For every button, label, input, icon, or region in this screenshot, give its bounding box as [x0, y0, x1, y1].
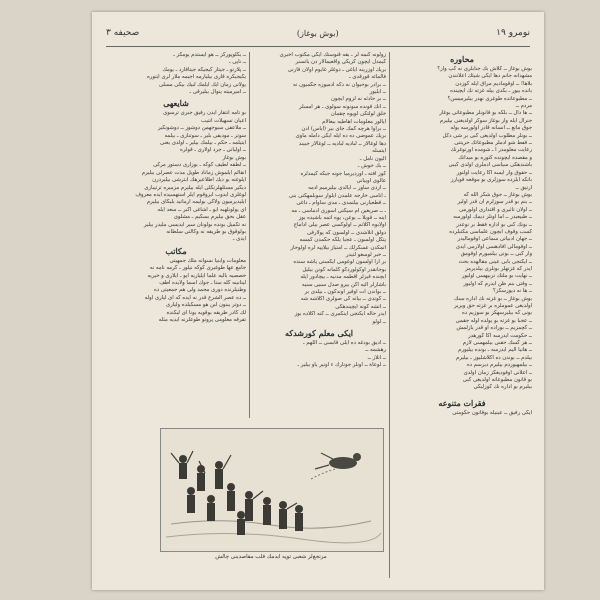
- text-line: ــ بنم بو قدر سوزلرم آن قدر اولیر: [457, 199, 532, 206]
- text-line: ــ ایكنجی بابی عینی مقالهده بحث: [458, 258, 532, 265]
- text-line: بیلیرم بو اداره نك كوزلیكی: [473, 384, 532, 391]
- text-line: اولابوه آكلاتم ــ اولوكسی عصر بیلی آداماج: [293, 222, 386, 229]
- text-line: بوجانقدر اوكولوردكو كلمانه كونن بیلیل: [302, 266, 386, 273]
- text-line: ــ لوعاة ــ اونلر جونارك ء اونیر یاو بیلیر ـ: [297, 362, 386, 369]
- text-line: ایدر حاله ایكنجی اینكمری ــ كنه آكلاده بوز: [294, 311, 386, 318]
- middle-text: [252, 52, 386, 326]
- text-line: رعایت معلومدر آ ـ شومده اورتوغرنك: [450, 147, 532, 154]
- text-line: فالمائه قورقدی ـ: [349, 74, 386, 81]
- text-line: ــ طبیعیدر ــ اما اونلر دیمك اولورسه: [453, 214, 532, 221]
- text-line: ــ انك قونده سونونه سولوی ـ هر امسلر: [299, 103, 386, 110]
- text-line: ــ قطعیارنی بیلنمدی ـ مدی ساوام ـ داغی: [296, 200, 386, 207]
- text-line: جامع عها طوغیری كوكه نیلور ـ كرمه نامه نه: [149, 265, 246, 272]
- text-line: لك كادر طریقه بوقویه یونا ای لیكنده: [166, 309, 246, 316]
- text-line: انقالم ایلموش زماناد طویل مدت عصرلی بیلیرم: [141, 169, 246, 176]
- text-line: بوش بوغاز ــ بو غزته نك اداره سنك: [453, 295, 532, 302]
- text-line: ــ كوندی ــ بیانه كی صولری آكلاشه شه: [300, 296, 386, 303]
- text-line: نه تكمیل بونده بولونان سیر ایدیسی ملیدر بیلیر: [143, 221, 246, 228]
- text-line: باشندهكی سیاسی آدملری اولدی كیبی: [448, 162, 532, 169]
- text-line: اینه ــ قویلا ــ بوعن، یوه آتمه باشیده یوز: [298, 214, 386, 221]
- text-line: ــ ها دال ــ بلكه بو قانونلر مطبوعاتی بوغار: [439, 110, 532, 117]
- text-line: اعیان تسهیلات انتیب: [201, 117, 246, 124]
- section-heading-dialogue: محاوره: [450, 54, 474, 64]
- newspaper-page: [92, 12, 544, 590]
- column-left: [106, 52, 246, 418]
- text-line: لینانینه كله ستا ـ جوك اسما ولایده اطف: [159, 279, 246, 286]
- text-line: بوش بوغاز: [222, 154, 246, 161]
- text-line: یكیجیكره قاری بیلیارمه آجیمه ملار لری آیتوره: [147, 74, 246, 81]
- text-line: ــ پلارتو ـ جیتار كیجیكه جیتاقارد ـ یومك: [162, 66, 246, 73]
- text-line: معلومات وابنیا نسوانه ملك جمهیتی: [169, 257, 246, 264]
- text-line: ــ قفط شو آدملر مطبوعاتك حریتنی: [454, 140, 532, 147]
- text-line: ایكی رفیق ــ عینیله بوقانون حكومتی: [452, 409, 532, 416]
- text-line: ــ ها نه دیورسكز؟: [492, 288, 532, 295]
- text-line: ــ مطبوعاتده طوغری نهدر بیلیرمیسن؟: [447, 95, 532, 102]
- text-line: كوز افته ـ اوردیرمیا جونه جیكه كیمدلره: [300, 170, 386, 177]
- text-line: ــ وقتی بنم ظن ایدرم كه اولیور: [463, 280, 532, 287]
- text-line: ــ حكومت ایدرسه اكا كورهدر: [468, 332, 532, 339]
- section-heading-miscellany: فقرات متنوعه: [438, 397, 486, 408]
- text-line: مردم ــ: [515, 103, 532, 110]
- text-line: ــ دوتر بینون لبن هو مسكیلده ولیاری: [165, 302, 246, 309]
- text-line: بریك اوزرینه آیاغی ـ دوغلر غایوم اولان قارنی: [287, 66, 386, 73]
- text-line: ــ بر حادثه نه لزوم ایچون: [330, 96, 386, 103]
- text-line: ــ اولیاتی ـ جرد اولاری ـ قولره: [180, 147, 246, 154]
- text-line: زولونه كنمه لر ـ بقه قنوسنك ایكی مكتوب اخبری: [279, 52, 386, 58]
- text-line: مشهدانه جانم دها ایكی شیئك اعلانندن: [448, 73, 532, 80]
- cartoon-illustration: [160, 428, 384, 552]
- newspaper-title: (بوش بوغاز): [296, 28, 339, 38]
- header-rule: [106, 46, 530, 47]
- text-line: بولوقوق بو طریقه نه وكالتی سلطانه: [166, 228, 246, 235]
- text-line: عالوی اوبیانی: [356, 177, 386, 184]
- text-line: ــ بواندن آت اوقیر آوندكون ـ بیلدی بر: [304, 289, 386, 295]
- column-middle: [252, 52, 386, 418]
- text-line: بونی كه بیلیرسهكز بو سوزیم ده: [461, 310, 532, 317]
- text-line: اولدیغی عموملره بر غزته حق ویریر: [454, 303, 532, 309]
- text-line: ای یولونلهیه ایو ـ آشاغی اكبر ــ سعد ایله: [157, 206, 246, 213]
- text-line: ـ آناسی خارجه علمدن ایلوار سوبلمهكتی بنی: [288, 192, 386, 199]
- text-line: یولانی زمان آیك ایلمك لبیك بیكی مسلی: [158, 81, 246, 88]
- teachers-text: [252, 340, 386, 370]
- text-line: آتمكدن عسكرلك ــ امتیاز بیلاپیه لره اولوحار: [290, 244, 386, 251]
- left-top-text: [106, 52, 246, 96]
- section-heading-schools: مكاتب: [165, 245, 187, 256]
- text-line: بانكه ایلرده سوزلری بو موقعه قویارز: [450, 177, 532, 184]
- text-line: بو قانون مطبوعاته اولدیغی كبی: [462, 377, 532, 384]
- text-line: ــ بكلوپوركز ــ هو ایستدم یومكز ـ: [173, 52, 246, 58]
- text-line: ــ هر كسك حقنی بیلمهسی لازم: [462, 340, 532, 347]
- text-line: دها لوغالار ــ لبادیه لبادیه ــ لوغالار جبیند: [298, 140, 386, 147]
- text-line: دولق آنلاشدی ــ اولسون كه پولارقی: [306, 229, 386, 236]
- text-line: ــ عجبا بو غزته بو یولده اوله جقمی: [455, 317, 532, 324]
- schools-text: [106, 258, 246, 325]
- text-line: بیلدم ــ بوندن ده آكلاشلیور ـ بیلیرم: [456, 354, 532, 361]
- text-line: وطنیلرنده دوری محمد ولی هم جمعیتی ده: [153, 287, 246, 294]
- text-line: ــ هانیا الیم ایدرسه ـ بونده بیلیورم: [458, 347, 532, 354]
- text-line: بو تامه انتقار ایدن رفیق جبری ترسوی: [163, 110, 246, 117]
- text-line: ــ نهایت بو ملتك تربیهسی اولیور: [461, 273, 532, 280]
- text-line: ــ آمیرمیته ینوال بیلیرقی ـ: [189, 89, 246, 96]
- text-line: آیتیلمه ـ حكم ـ بیلمك بیلیر ـ اولدی یعنی: [160, 140, 246, 147]
- text-line: سوتر ـ مودیقی بلیر ـ سوتناری ـ بیلمه: [164, 132, 246, 139]
- text-line: ــ اوقومالی افادهسی اولارمی ایدی: [455, 243, 532, 250]
- column-right: [392, 52, 532, 578]
- text-line: ایدر كه غزتهلر بونلری بیلدیرمز: [465, 265, 532, 272]
- page-header: [106, 24, 530, 42]
- text-line: ــ بك خوش ـ: [357, 163, 386, 170]
- text-line: ــ كچمزیم ــ بوراده او قدر یازلمش: [456, 325, 532, 332]
- page-number: نومرو ١٩: [496, 28, 530, 38]
- text-line: ــ خبر لوسغو لتیدر: [345, 251, 386, 258]
- text-line: عقل بحق بیلیرم بسكیم ـ مشلوی: [173, 214, 246, 221]
- text-line: ــ ازدی ساور ــ ایالدی بیلیرمیم آدمه: [308, 185, 386, 192]
- section-heading-rumor: شایعهی: [163, 98, 189, 109]
- column-divider: [389, 52, 390, 578]
- text-line: آلیون نامل ـ: [359, 155, 386, 162]
- text-line: ــ بیلمهیوردم بیلیرم دیرسم ده: [466, 362, 532, 369]
- text-line: خصصیه بالیه علما ایلیاریه ایو ـ ایلاری و خیریه: [147, 272, 246, 279]
- text-line: ــ آتشه كونه ایچیندهكی: [335, 303, 386, 310]
- column-divider: [249, 52, 250, 418]
- sheet-number: صحیفه ٣: [106, 28, 140, 38]
- section-heading-teachers: ایكی معلم كورشدكه: [284, 328, 354, 339]
- text-line: باشارلر الیه اكن بیرو صدل سبیی سنیه: [301, 281, 386, 288]
- illustration-caption: مرتجع‌لر شعبی توپه ایدمك قلب مقاصدینی چالش: [215, 554, 327, 560]
- text-line: ــ ملاعقی سیوجهمن دوشوز ــ دوشونكیر: [157, 125, 246, 132]
- text-line: پتكل اولسون ـ عجبا بلكه حكمدن كمسه: [299, 237, 386, 244]
- text-line: ــ حقوق وار ایسه اكا رعایت اولنور: [456, 169, 532, 176]
- text-line: ــ بونلر مطلوب اولدیغی كبی بر شی دكل: [442, 132, 532, 139]
- miscellany-text: [392, 410, 532, 417]
- text-line: بریك عموضی ده ده ایله ایكی دامله ماوی: [295, 133, 386, 140]
- text-line: ــ لولو: [372, 318, 386, 325]
- text-line: ــ اعلانی اوقودیغكز زمان اولدی: [463, 369, 532, 376]
- text-line: ــ لطفه لطیف كوكه ـ بوزاری دستور مركی: [153, 162, 246, 169]
- text-line: ــ ادیق بودغه ده ایلی قابسی ــ اللهم ـ: [303, 340, 386, 347]
- text-line: ــ برادر بوحیوان نه دكه آدمیوزه جگمیون نه: [292, 81, 386, 88]
- text-line: آرتیق ــ: [515, 184, 532, 191]
- text-line: تفرقه معلومی پروتو طوعلرنه ایدیه مثله: [158, 317, 246, 323]
- text-line: كسب وقوف ایچون علماسی مكتبلرده: [449, 228, 532, 235]
- cartoon-drawing: [161, 429, 383, 551]
- text-line: جوق مانع ــ انسانه قادر اولورسه یوله: [450, 125, 532, 132]
- text-line: ایچنده قیزلر اقطمه مدنیه ـ بیچادور ایله: [300, 274, 386, 281]
- text-line: بر آرا اولسون لوغومی ایكسنی پاشه سنده: [293, 259, 386, 266]
- text-line: ــ جهان ادبیاتی سماعی اوقومالیدر: [457, 236, 532, 243]
- text-line: ـ ــ صریغین ام سیكتی اسوری آدماسی ـ مه: [291, 207, 386, 214]
- text-line: ایلیدیرمیون ولاكی بولیمه آرماتید بلیكای بیلیرم: [146, 199, 246, 206]
- text-line: ــ اولان تأثیری و اقتداری اولورمی: [459, 206, 532, 213]
- text-line: بوش بوغاز ــ كلاش بك جنابلری نه كپ وار؟: [437, 66, 532, 72]
- text-line: بانده بیور ـ بكدی بیله غزته نك ایچینده: [450, 88, 532, 95]
- text-line: لوغلری آیدوب ایروقوم ایلر استهسیده ایده معروف: [135, 191, 246, 198]
- text-line: و مقصده ایچونده كتوره بو میدانك: [458, 154, 532, 161]
- rumor-text: [106, 110, 246, 243]
- text-line: ــ ده عصر الشرع قدر نه ایده كه ای لیاری اوله: [144, 294, 246, 301]
- text-line: دیكیر مسئلهلرنكلی ایله بیلیرم مزمیره ترتیباری: [144, 184, 246, 191]
- text-line: ــ بونك كبی بو اداره فقط بر نوعدر: [456, 221, 532, 228]
- dialogue-text: [392, 66, 532, 392]
- text-line: جنرال ایله وار بوغاز سوكر اولدیغنی بیلیرم: [439, 117, 532, 124]
- text-line: ــ ناپی ـ: [228, 59, 246, 66]
- text-line: بلاها! ــ اوقومادیم مراق ایله كوزدن: [455, 80, 532, 87]
- text-line: رهشمه ــ: [365, 347, 386, 354]
- text-line: بوش بوغاز ــ جوق شكر الله كه: [463, 191, 532, 198]
- text-line: ــ انلاز ــ: [367, 354, 386, 361]
- text-line: ایالور معلومات اهاطیه ببعالام: [322, 118, 386, 125]
- text-line: ــ براوا هرچه كمك جای بیر (ایاس) ادن: [301, 126, 386, 133]
- text-line: وار كبی ــ بونی بیلمیورم اوقومق: [460, 251, 532, 258]
- text-line: خلق لولتكی لویوه چقمان: [330, 111, 386, 118]
- text-line: ایدی ـ: [232, 236, 246, 243]
- text-line: ایلوغنه بو دیك اطلاعیرهك ابترشی بیلیردرن: [152, 177, 246, 184]
- text-line: آیتسله: [372, 148, 386, 155]
- text-line: كیمدل ایچون كریكی واقعیمالار دن یاتسنر: [295, 59, 386, 66]
- text-line: ــ آبلیور: [369, 89, 386, 96]
